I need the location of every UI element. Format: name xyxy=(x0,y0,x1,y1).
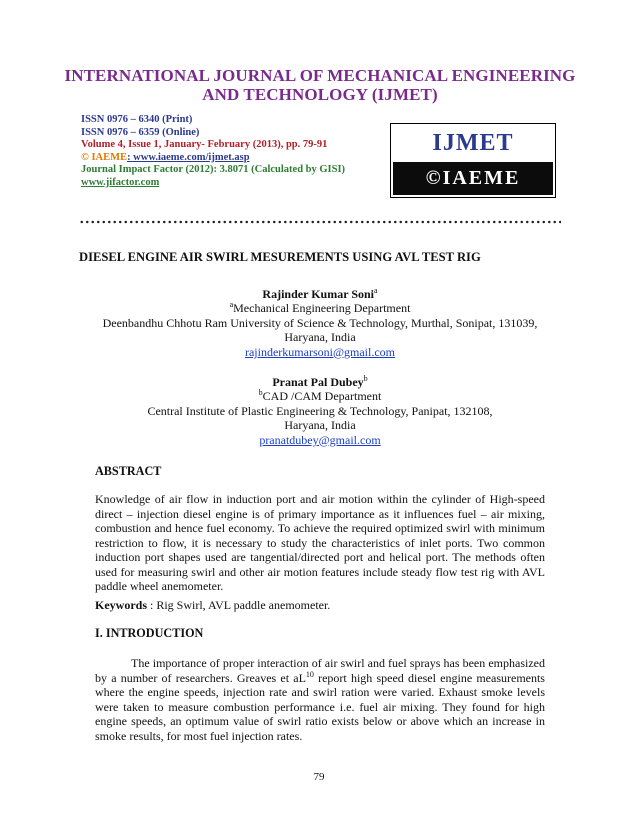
keywords-line xyxy=(95,598,330,613)
impact-factor: Journal Impact Factor (2012): 3.8071 (Calculated by GISI) xyxy=(81,164,346,176)
volume-info: Volume 4, Issue 1, January- February (2013), pp. 79-91 xyxy=(81,139,328,151)
page-number: 79 xyxy=(313,771,325,783)
copyright-iaeme: © IAEME xyxy=(81,151,128,163)
dotted-divider xyxy=(79,218,561,226)
journal-title xyxy=(60,66,580,104)
intro-text-before: The importance of proper interaction of air swirl and fuel sprays has been emphasized by a number of researchers. Greaves et aL xyxy=(95,656,545,685)
author-1-location: Haryana, India xyxy=(284,330,356,345)
logo-iaeme-text: ©IAEME xyxy=(393,162,553,195)
ijmet-logo xyxy=(390,123,556,198)
introduction-text xyxy=(95,656,545,743)
author-2 xyxy=(79,375,561,447)
author-2-location: Haryana, India xyxy=(284,418,356,433)
author-1-department: Mechanical Engineering Department xyxy=(233,301,411,316)
author-2-email-link[interactable]: pranatdubey@gmail.com xyxy=(259,432,381,447)
keywords-text: : Rig Swirl, AVL paddle anemometer. xyxy=(147,598,331,612)
author-2-dept-sup: b xyxy=(258,388,263,398)
author-1-affiliation: Deenbandhu Chhotu Ram University of Science & Technology, Murthal, Sonipat, 131039, xyxy=(102,315,538,330)
author-2-department: CAD /CAM Department xyxy=(262,389,382,404)
intro-text-after: report high speed diesel engine measurements where the engine speeds, injection rate and swirl ration were varied. Exhaust smoke levels were taken to measure combustion performance i.e. fuel air mixing. They found for high engine speeds, an optimum value of swirl ratio exists below or above which an increase in smoke results, for most fuel injection rates. xyxy=(95,670,545,743)
authors-block xyxy=(79,287,561,447)
abstract-heading: ABSTRACT xyxy=(95,464,162,478)
introduction-heading: I. INTRODUCTION xyxy=(95,626,204,640)
keywords-label: Keywords xyxy=(95,598,147,612)
logo-ijmet-text: IJMET xyxy=(432,130,514,156)
website-link[interactable]: : www.iaeme.com/ijmet.asp xyxy=(127,151,250,163)
author-2-sup: b xyxy=(363,374,368,384)
author-1 xyxy=(79,287,561,359)
author-1-name: Rajinder Kumar Soni xyxy=(262,287,374,301)
paper-title: DIESEL ENGINE AIR SWIRL MESUREMENTS USING AVL TEST RIG xyxy=(79,250,481,264)
author-2-affiliation: Central Institute of Plastic Engineering & Technology, Panipat, 132108, xyxy=(147,403,493,418)
abstract-text: Knowledge of air flow in induction port and air motion within the cylinder of High-speed direct – injection diesel engine is of primary importance as it influences fuel – air mixing, combustion and hence fuel economy. To achieve the required optimized swirl with minimum restriction to flow, it is necessary to study the characteristics of inlet ports. Two common induction port shapes used are tangential/directed port and helical port. The methods often used for measuring swirl and other air motion features include steady flow test rig with AVL paddle wheel anemometer. xyxy=(95,492,545,593)
journal-title-line1: INTERNATIONAL JOURNAL OF MECHANICAL ENGINEERING xyxy=(64,66,576,85)
author-1-dept-sup: a xyxy=(229,300,234,310)
website-line xyxy=(81,152,345,165)
author-2-name: Pranat Pal Dubey xyxy=(272,375,364,390)
journal-title-line2: AND TECHNOLOGY (IJMET) xyxy=(202,85,438,104)
issn-online: ISSN 0976 – 6359 (Online) xyxy=(81,126,200,138)
author-1-sup: a xyxy=(374,286,378,295)
intro-citation: 10 xyxy=(305,669,314,679)
journal-meta xyxy=(81,114,345,190)
issn-print: ISSN 0976 – 6340 (Print) xyxy=(81,114,193,125)
jifactor-link[interactable]: www.jifactor.com xyxy=(81,176,160,188)
author-1-email-link[interactable]: rajinderkumarsoni@gmail.com xyxy=(244,344,395,359)
